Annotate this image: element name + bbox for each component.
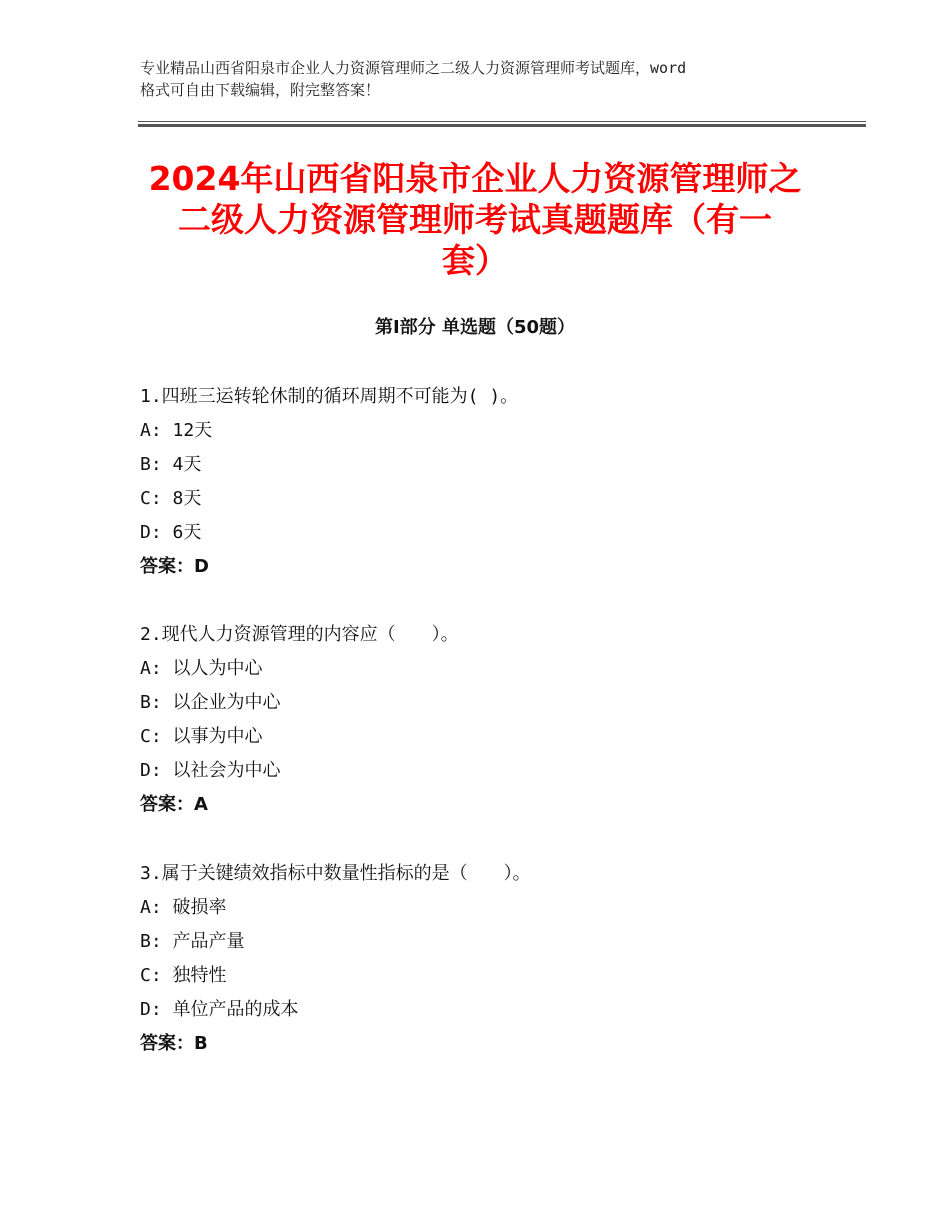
question-2 xyxy=(140,618,840,822)
answer-label: 答案：B xyxy=(140,1033,208,1054)
option-c: C: 以事为中心 xyxy=(140,726,263,747)
question-stem: 1.四班三运转轮休制的循环周期不可能为( )。 xyxy=(140,386,519,407)
section-heading: 第Ⅰ部分 单选题（50题） xyxy=(374,317,575,338)
option-b: B: 4天 xyxy=(140,454,202,475)
question-3 xyxy=(140,857,840,1061)
title-line-1: 2024年山西省阳泉市企业人力资源管理师之 xyxy=(148,159,802,198)
answer-label: 答案：A xyxy=(140,794,208,815)
option-a: A: 破损率 xyxy=(140,897,227,918)
option-d: D: 单位产品的成本 xyxy=(140,999,299,1020)
header-note-line-2: 格式可自由下载编辑，附完整答案！ xyxy=(140,81,381,99)
title-line-3: 套） xyxy=(442,241,508,280)
answer-label: 答案：D xyxy=(140,556,209,577)
option-c: C: 独特性 xyxy=(140,965,227,986)
option-b: B: 以企业为中心 xyxy=(140,692,281,713)
header-note-line-1: 专业精品山西省阳泉市企业人力资源管理师之二级人力资源管理师考试题库，word xyxy=(140,59,687,77)
option-b: B: 产品产量 xyxy=(140,931,245,952)
question-stem: 3.属于关键绩效指标中数量性指标的是（ ）。 xyxy=(140,863,531,884)
option-a: A: 12天 xyxy=(140,420,213,441)
option-d: D: 6天 xyxy=(140,522,202,543)
document-title xyxy=(100,158,850,281)
option-d: D: 以社会为中心 xyxy=(140,760,281,781)
title-line-2: 二级人力资源管理师考试真题题库（有一 xyxy=(178,200,772,239)
header-note xyxy=(140,57,830,101)
header-divider-thick xyxy=(138,124,866,127)
question-stem: 2.现代人力资源管理的内容应（ ）。 xyxy=(140,624,459,645)
question-1 xyxy=(140,380,840,584)
header-divider-thin xyxy=(138,121,866,122)
option-c: C: 8天 xyxy=(140,488,202,509)
option-a: A: 以人为中心 xyxy=(140,658,263,679)
